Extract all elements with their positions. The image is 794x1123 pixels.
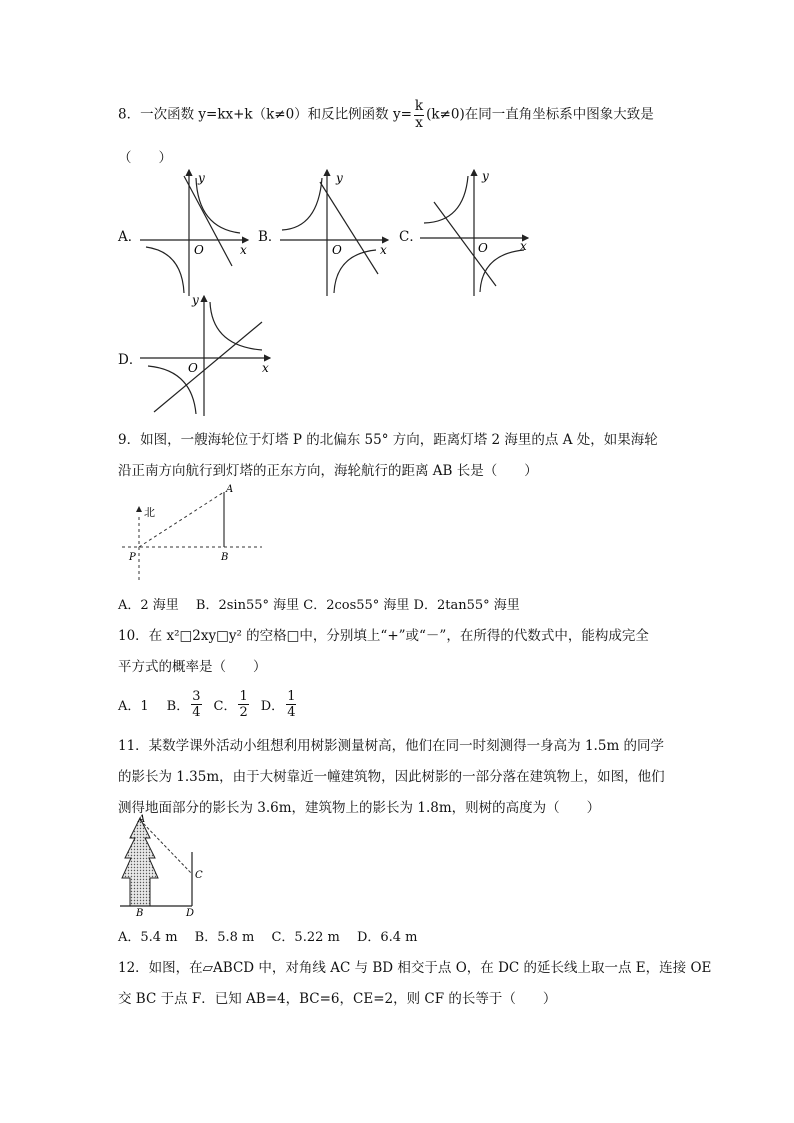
q10-option-d-label: D． — [260, 698, 285, 714]
q8-fraction: $\frac{k}{x}$ — [414, 98, 424, 131]
q10-stem-line1: 10．在 x²□2xy□y² 的空格□中，分别填上“+”或“－”，在所得的代数式中，能构成完全 — [118, 628, 649, 644]
axis-x-label: x — [520, 239, 527, 253]
q8-graph-b — [280, 168, 392, 298]
q8-graph-a — [140, 168, 252, 298]
q12-stem-line2: 交 BC 于点 F．已知 AB=4，BC=6，CE=2，则 CF 的长等于（ ） — [118, 991, 557, 1007]
point-b-label: B — [136, 908, 144, 919]
axis-x-label: x — [262, 361, 269, 375]
origin-label: O — [332, 243, 342, 257]
hyperbola-branch — [196, 178, 240, 233]
segment-pa — [139, 492, 224, 547]
q12-stem-line1: 12．如图，在▱ABCD 中，对角线 AC 与 BD 相交于点 O，在 DC 的延长线上取一点 E，连接 OE — [118, 960, 712, 976]
point-c-label: C — [195, 870, 203, 881]
q11-stem-line2: 的影长为 1.35m，由于大树靠近一幢建筑物，因此树影的一部分落在建筑物上，如图，他们 — [118, 769, 665, 785]
north-arrow-icon — [136, 506, 142, 512]
axis-y-label: y — [198, 171, 205, 185]
q9-stem-line1: 9．如图，一艘海轮位于灯塔 P 的北偏东 55° 方向，距离灯塔 2 海里的点 A 处，如果海轮 — [118, 432, 658, 448]
q9-options: A．2 海里 B．2sin55° 海里 C．2cos55° 海里 D．2tan55° 海里 — [118, 598, 520, 613]
axis-y-label: y — [336, 171, 343, 185]
q8-option-a-label: A． — [118, 229, 142, 245]
q8-graph-c — [420, 168, 532, 298]
q11-stem-line3: 测得地面部分的影长为 3.6m，建筑物上的影长为 1.8m，则树的高度为（ ） — [118, 800, 601, 816]
q11-figure — [118, 812, 218, 920]
point-a-label: A — [138, 814, 146, 825]
q9-stem-line2: 沿正南方向航行到灯塔的正东方向，海轮航行的距离 AB 长是（ ） — [118, 463, 538, 479]
linear-line — [154, 322, 262, 412]
q8-graph-d — [140, 292, 275, 417]
q10-option-d-fraction: $\frac{1}{4}$ — [287, 688, 296, 720]
hyperbola-branch — [282, 178, 322, 230]
q11-options: A．5.4 m B．5.8 m C．5.22 m D．6.4 m — [118, 930, 418, 945]
q10-option-c-label: C． — [213, 698, 237, 714]
hyperbola-branch — [146, 247, 184, 293]
origin-label: O — [478, 241, 488, 255]
linear-line — [184, 176, 232, 266]
q10-stem-line2: 平方式的概率是（ ） — [118, 659, 267, 675]
q8-option-b-label: B． — [258, 229, 282, 245]
point-p-label: P — [129, 552, 136, 563]
q11-stem-line1: 11．某数学课外活动小组想利用树影测量树高，他们在同一时刻测得一身高为 1.5m 的同学 — [118, 738, 665, 754]
q10-option-b-label: B． — [166, 698, 190, 714]
tree-icon — [122, 818, 158, 906]
hyperbola-branch — [424, 176, 468, 223]
north-label: 北 — [144, 506, 155, 519]
q8-stem: 8．一次函数 y=kx+k（k≠0）和反比例函数 y= $\frac{k}{x}$ (k≠0)在同一直角坐标系中图象大致是 — [118, 98, 654, 131]
axis-x-label: x — [240, 243, 247, 257]
hyperbola-branch — [210, 302, 262, 350]
axis-x-label: x — [380, 243, 387, 257]
q10-option-c-fraction: $\frac{1}{2}$ — [239, 688, 248, 720]
hyperbola-branch — [480, 250, 524, 292]
q8-option-c-label: C． — [399, 229, 423, 245]
point-b-label: B — [221, 552, 229, 563]
origin-label: O — [194, 243, 204, 257]
q8-answer-paren: （ ） — [118, 150, 172, 166]
q10-options — [118, 686, 298, 722]
point-a-label: A — [226, 484, 234, 495]
axis-y-label: y — [482, 169, 489, 183]
q8-option-d-label: D． — [118, 352, 143, 368]
origin-label: O — [188, 361, 198, 375]
q9-figure — [120, 484, 270, 584]
point-d-label: D — [186, 908, 195, 919]
q10-option-a: A．1 — [118, 698, 149, 714]
axis-y-label: y — [192, 293, 199, 307]
q10-option-b-fraction: $\frac{3}{4}$ — [192, 688, 201, 720]
